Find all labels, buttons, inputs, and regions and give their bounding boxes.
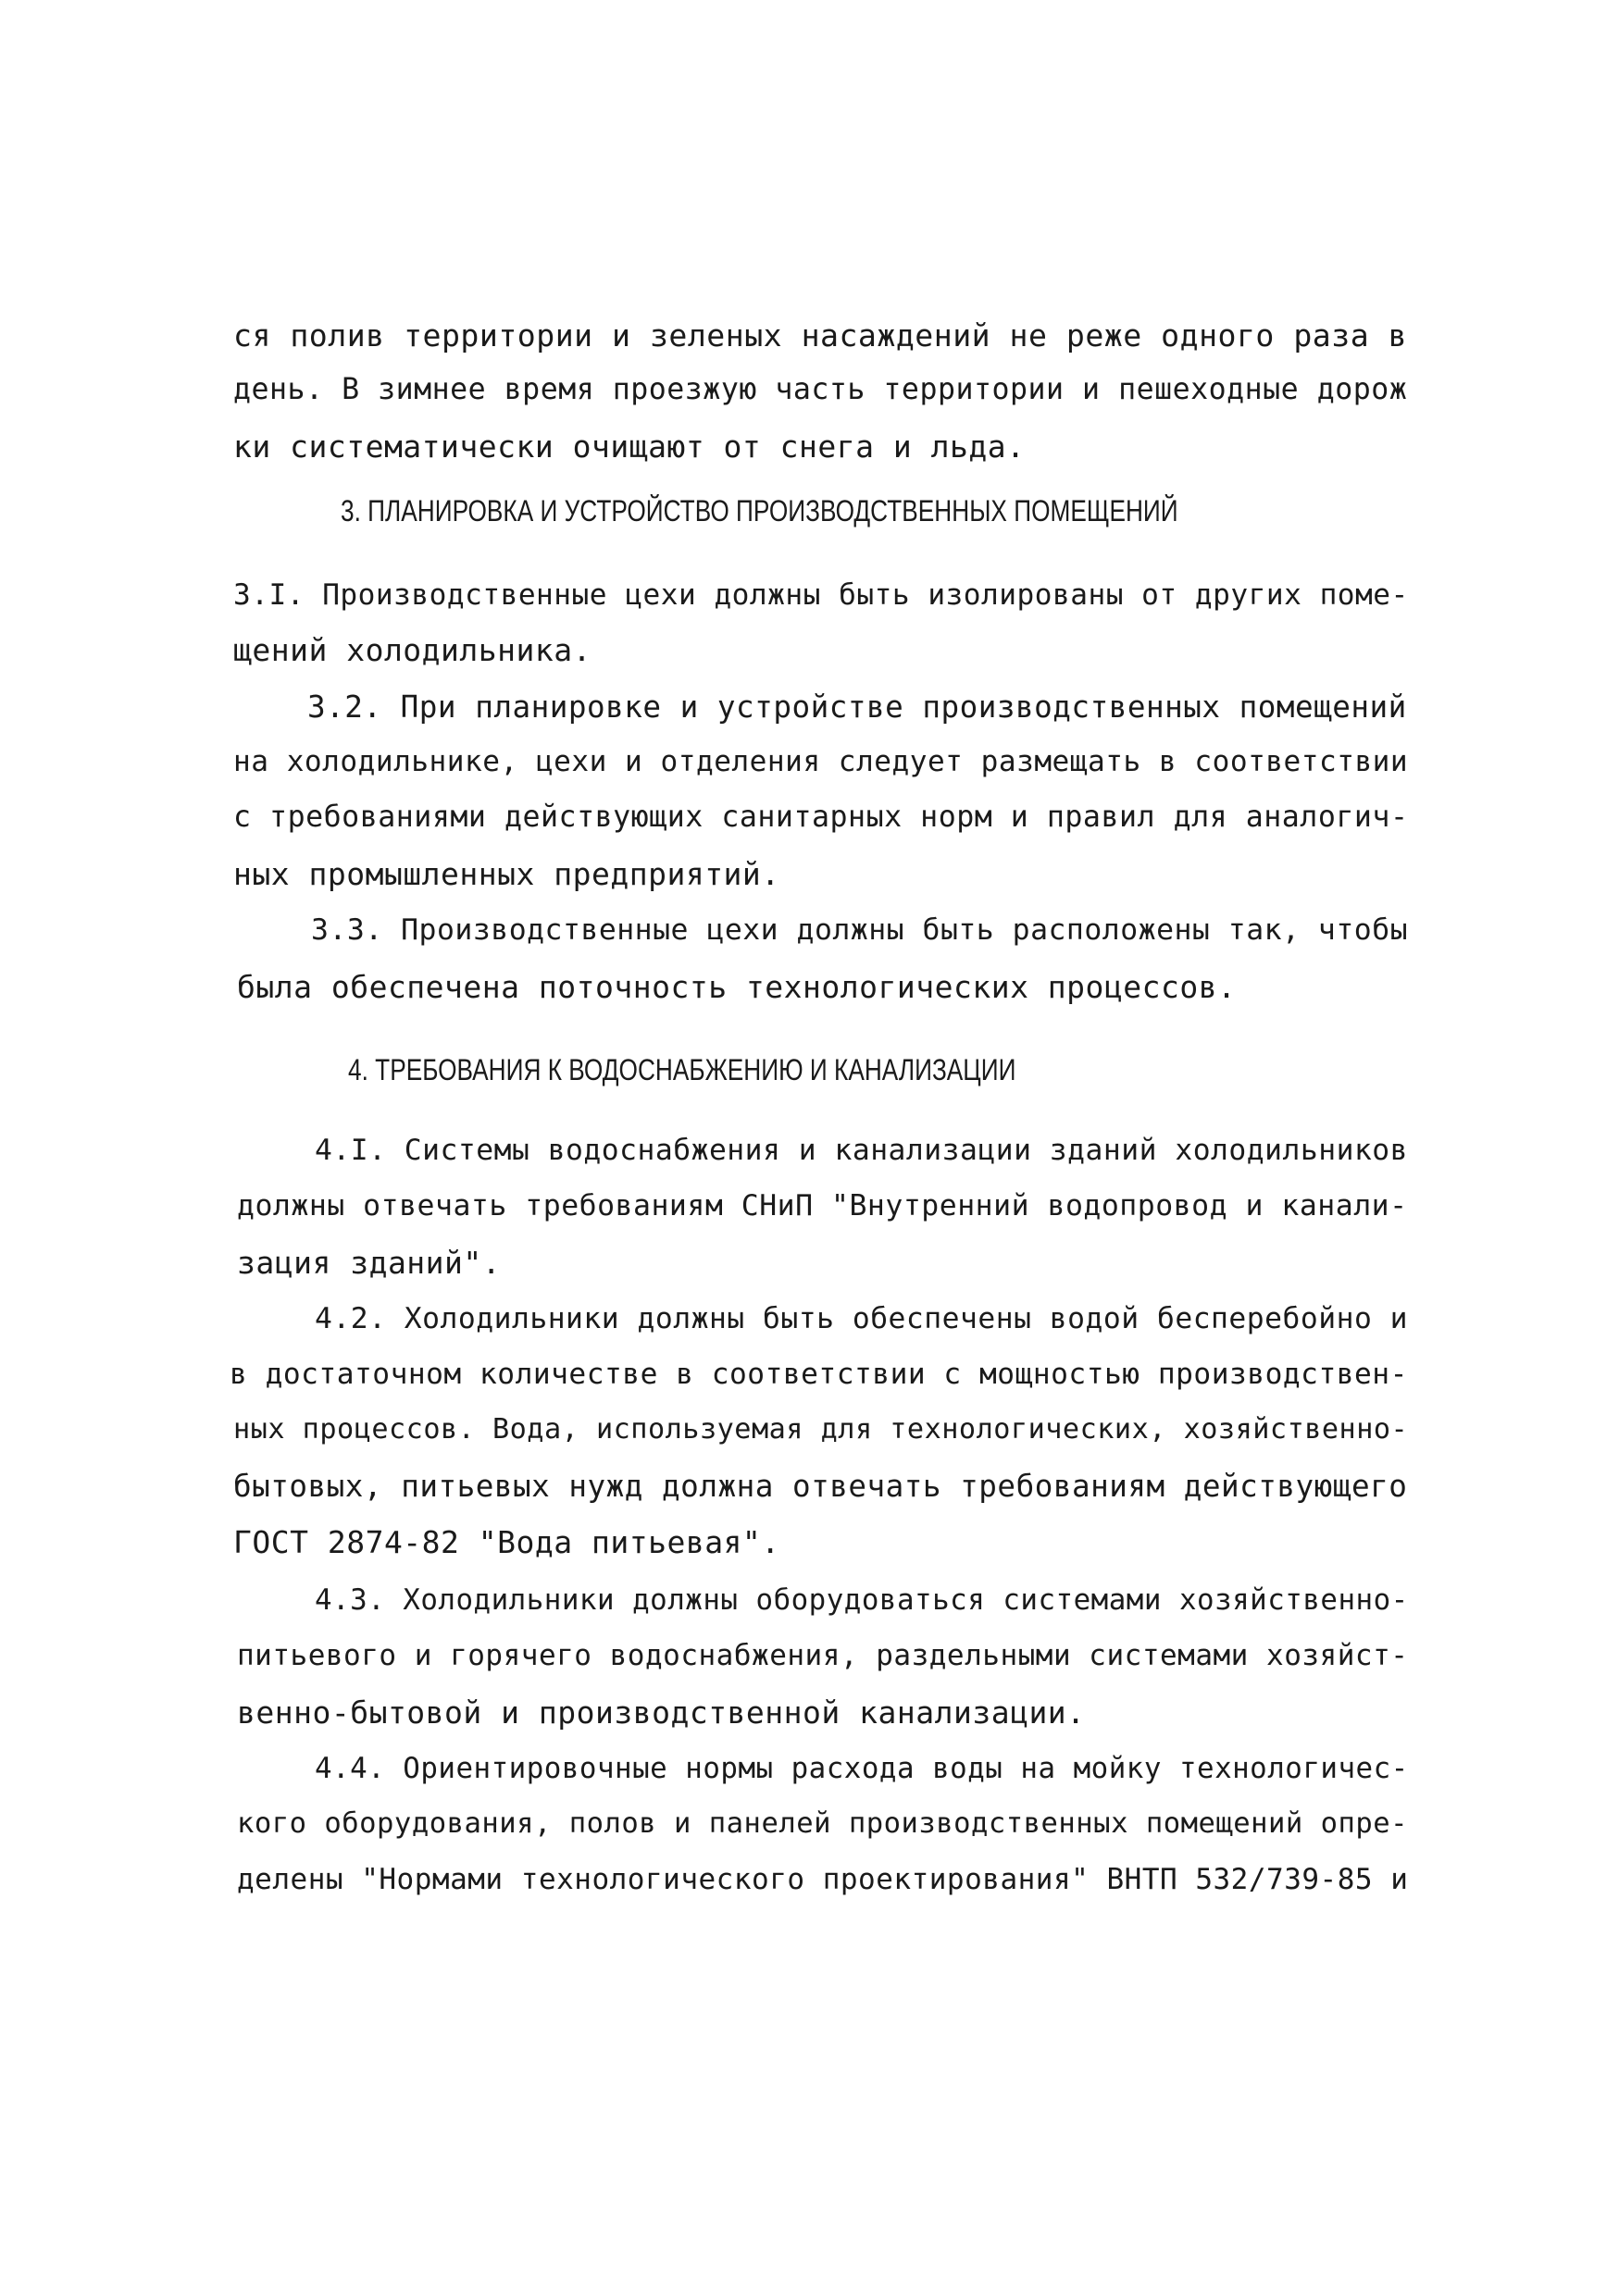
section-3-2-line: с требованиями действующих санитарных норм и правил для аналогич- xyxy=(233,800,1409,834)
section-4-2-line: ГОСТ 2874-82 "Вода питьевая". xyxy=(233,1524,780,1560)
section-4-heading: 4. ТРЕБОВАНИЯ К ВОДОСНАБЖЕНИЮ И КАНАЛИЗАЦИИ xyxy=(348,1053,1016,1086)
text-line: ки систематически очищают от снега и льда. xyxy=(233,428,1026,465)
section-3-2-line: ных промышленных предприятий. xyxy=(233,856,780,892)
section-3-2-line: 3.2. При планировке и устройстве производственных помещений xyxy=(307,689,1407,725)
section-3-1-line: 3.I. Производственные цехи должны быть изолированы от других поме- xyxy=(233,578,1409,612)
section-4-1-line: 4.I. Системы водоснабжения и канализации зданий холодильников xyxy=(315,1134,1409,1167)
section-4-2-line: 4.2. Холодильники должны быть обеспечены водой бесперебойно и xyxy=(315,1302,1409,1335)
section-4-3-line: питьевого и горячего водоснабжения, раздельными системами хозяйст- xyxy=(237,1639,1409,1672)
section-3-3-line: была обеспечена поточность технологических процессов. xyxy=(237,969,1237,1005)
section-4-2-line: в достаточном количестве в соответствии с мощностью производствен- xyxy=(230,1358,1408,1391)
section-3-heading: 3. ПЛАНИРОВКА И УСТРОЙСТВО ПРОИЗВОДСТВЕННЫХ ПОМЕЩЕНИЙ xyxy=(341,494,1178,527)
section-4-4-line: кого оборудования, полов и панелей производственных помещений опре- xyxy=(237,1807,1409,1840)
section-4-2-line: бытовых, питьевых нужд должна отвечать требованиям действующего xyxy=(233,1469,1408,1504)
section-4-4-line: делены "Нормами технологического проектирования" ВНТП 532/739-85 и xyxy=(237,1863,1409,1896)
section-4-2-line: ных процессов. Вода, используемая для технологических, хозяйственно- xyxy=(233,1413,1409,1446)
section-4-1-line: должны отвечать требованиям СНиП "Внутренний водопровод и канали- xyxy=(237,1189,1408,1222)
text-line: ся полив территории и зеленых насаждений не реже одного раза в xyxy=(233,317,1408,354)
section-4-3-line: 4.3. Холодильники должны оборудоваться системами хозяйственно- xyxy=(315,1583,1409,1617)
section-4-1-line: зация зданий". xyxy=(237,1245,502,1281)
text-line: день. В зимнее время проезжую часть территории и пешеходные дорож xyxy=(233,373,1408,406)
section-4-3-line: венно-бытовой и производственной канализации. xyxy=(237,1694,1086,1731)
section-3-1-line: щений холодильника. xyxy=(233,632,592,668)
section-4-4-line: 4.4. Ориентировочные нормы расхода воды на мойку технологичес- xyxy=(315,1752,1409,1785)
section-3-2-line: на холодильнике, цехи и отделения следует размещать в соответствии xyxy=(233,745,1409,778)
section-3-3-line: 3.3. Производственные цехи должны быть расположены так, чтобы xyxy=(311,913,1409,947)
